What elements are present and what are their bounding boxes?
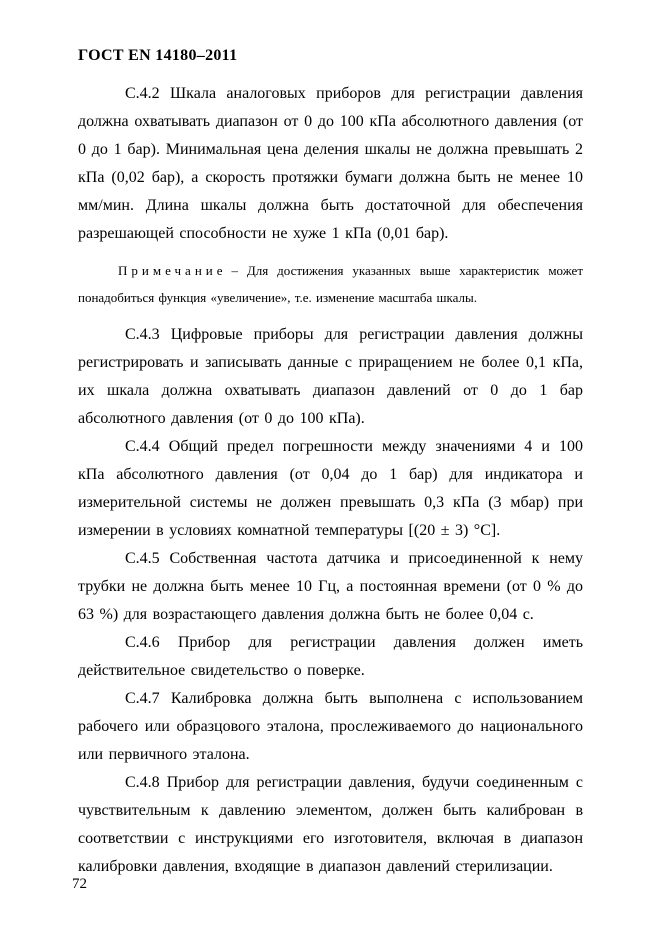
- note-text: – Для достижения указанных выше характеристик может понадобиться функция «увеличение», т.е. изменение масштаба шкалы.: [78, 263, 583, 305]
- page-number: 72: [72, 876, 87, 892]
- paragraph-c4-5: С.4.5 Собственная частота датчика и присоединенной к нему трубки не должна быть менее 10 Гц, а постоянная времени (от 0 % до 63 %) для возрастающего давления должна быть не более 0,04 с.: [78, 550, 583, 623]
- paragraph-c4-3: С.4.3 Цифровые приборы для регистрации давления должны регистрировать и записывать данные с приращением не более 0,1 кПа, их шкала должна охватывать диапазон давлений от 0 до 1 бар абсолютного давления (от 0 до 100 кПа).: [78, 326, 583, 427]
- note-paragraph: [78, 257, 583, 311]
- paragraph-c4-2: С.4.2 Шкала аналоговых приборов для регистрации давления должна охватывать диапазон от 0 до 100 кПа абсолютного давления (от 0 до 1 бар). Минимальная цена деления шкалы не должна превышать 2 кПа (0,02 бар), а скорость протяжки бумаги должна быть не менее 10 мм/мин. Длина шкалы должна быть достаточной для обеспечения разрешающей способности не хуже 1 кПа (0,01 бар).: [78, 85, 583, 242]
- document-header: ГОСТ EN 14180–2011: [78, 47, 238, 64]
- paragraph-c4-4: С.4.4 Общий предел погрешности между значениями 4 и 100 кПа абсолютного давления (от 0,04 до 1 бар) для индикатора и измерительной системы не должен превышать 0,3 кПа (3 мбар) при измерении в условиях комнатной температуры [(20 ± 3) °С].: [78, 438, 583, 539]
- note-label: Примечание: [118, 263, 227, 278]
- paragraph-c4-7: С.4.7 Калибровка должна быть выполнена с использованием рабочего или образцового эталона, прослеживаемого до национального или первичного эталона.: [78, 690, 583, 763]
- paragraph-c4-6: С.4.6 Прибор для регистрации давления должен иметь действительное свидетельство о поверке.: [78, 634, 583, 679]
- paragraph-c4-8: С.4.8 Прибор для регистрации давления, будучи соединенным с чувствительным к давлению элементом, должен быть калиброван в соответствии с инструкциями его изготовителя, включая в диапазон калибровки давления, входящие в диапазон давлений стерилизации.: [78, 774, 583, 875]
